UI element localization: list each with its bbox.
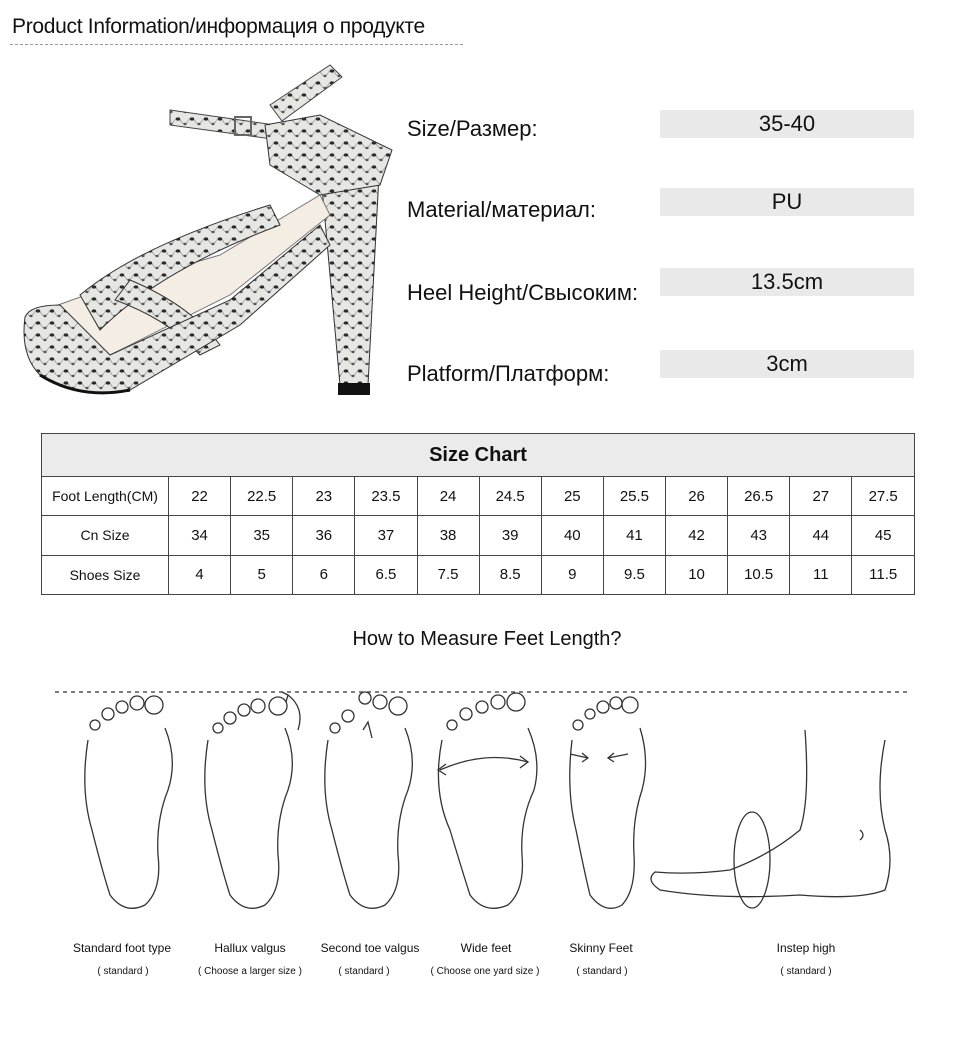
foot-type-label: Skinny Feet [569,941,633,955]
foot-outline-icon [205,692,300,908]
foot-outline-icon [438,693,537,908]
table-cell: 6.5 [355,555,417,594]
foot-side-outline-icon [651,730,890,908]
table-cell: 4 [169,555,231,594]
table-cell: 37 [355,516,417,556]
spec-label-heel-height: Heel Height/Свысоким: [407,280,639,305]
table-cell: 10 [666,555,728,594]
spec-label-material: Material/материал: [407,197,597,222]
row-label: Shoes Size [42,555,169,594]
row-label: Cn Size [42,516,169,556]
table-cell: 22 [169,477,231,516]
page-title: Product Information/информация о продукте [12,15,425,38]
table-row-cn-size [42,516,914,556]
foot-types-illustration [40,680,920,920]
table-row-foot-length [42,477,914,516]
table-cell: 27.5 [852,477,914,516]
foot-outline-icon [325,692,413,908]
table-cell: 38 [417,516,479,556]
table-cell: 43 [728,516,790,556]
spec-value-platform: 3cm [660,350,914,378]
table-cell: 26.5 [728,477,790,516]
foot-outline-icon [85,696,173,908]
spec-label-size: Size/Размер: [407,116,538,141]
table-cell: 41 [603,516,665,556]
foot-type-note: ( standard ) [780,966,832,977]
foot-type-label: Standard foot type [72,941,172,955]
table-cell: 23 [293,477,355,516]
foot-type-note: ( Choose one yard size ) [430,966,540,977]
table-cell: 11.5 [852,555,914,594]
table-cell: 44 [790,516,852,556]
table-cell: 42 [666,516,728,556]
foot-type-note: ( Choose a larger size ) [198,966,302,977]
foot-type-label: Wide feet [460,941,512,955]
table-cell: 39 [479,516,541,556]
spec-value-heel-height: 13.5cm [660,268,914,296]
table-cell: 9 [541,555,603,594]
spec-value-size: 35-40 [660,110,914,138]
table-cell: 45 [852,516,914,556]
table-cell: 34 [169,516,231,556]
foot-type-note: ( standard ) [576,966,628,977]
foot-type-label: Hallux valgus [214,941,286,955]
spec-label-platform: Platform/Платформ: [407,361,610,386]
size-chart-table [42,477,914,594]
table-row-shoes-size [42,555,914,594]
foot-type-label: Instep high [776,941,836,955]
size-chart [41,433,915,595]
table-cell: 5 [231,555,293,594]
table-cell: 7.5 [417,555,479,594]
foot-type-note: ( standard ) [338,966,390,977]
table-cell: 36 [293,516,355,556]
table-cell: 10.5 [728,555,790,594]
table-cell: 22.5 [231,477,293,516]
table-cell: 27 [790,477,852,516]
snakeskin-platform-sandal-image [20,55,410,405]
foot-outline-icon [570,697,646,908]
table-cell: 35 [231,516,293,556]
foot-type-note: ( standard ) [97,966,149,977]
table-cell: 24.5 [479,477,541,516]
measure-title: How to Measure Feet Length? [352,628,622,650]
table-cell: 8.5 [479,555,541,594]
table-cell: 11 [790,555,852,594]
row-label: Foot Length(CM) [42,477,169,516]
spec-value-material: PU [660,188,914,216]
table-cell: 6 [293,555,355,594]
table-cell: 26 [666,477,728,516]
table-cell: 23.5 [355,477,417,516]
table-cell: 25 [541,477,603,516]
size-chart-title: Size Chart [42,434,914,477]
foot-type-label: Second toe valgus [320,941,420,955]
table-cell: 25.5 [603,477,665,516]
title-divider [10,44,463,45]
table-cell: 24 [417,477,479,516]
table-cell: 40 [541,516,603,556]
table-cell: 9.5 [603,555,665,594]
